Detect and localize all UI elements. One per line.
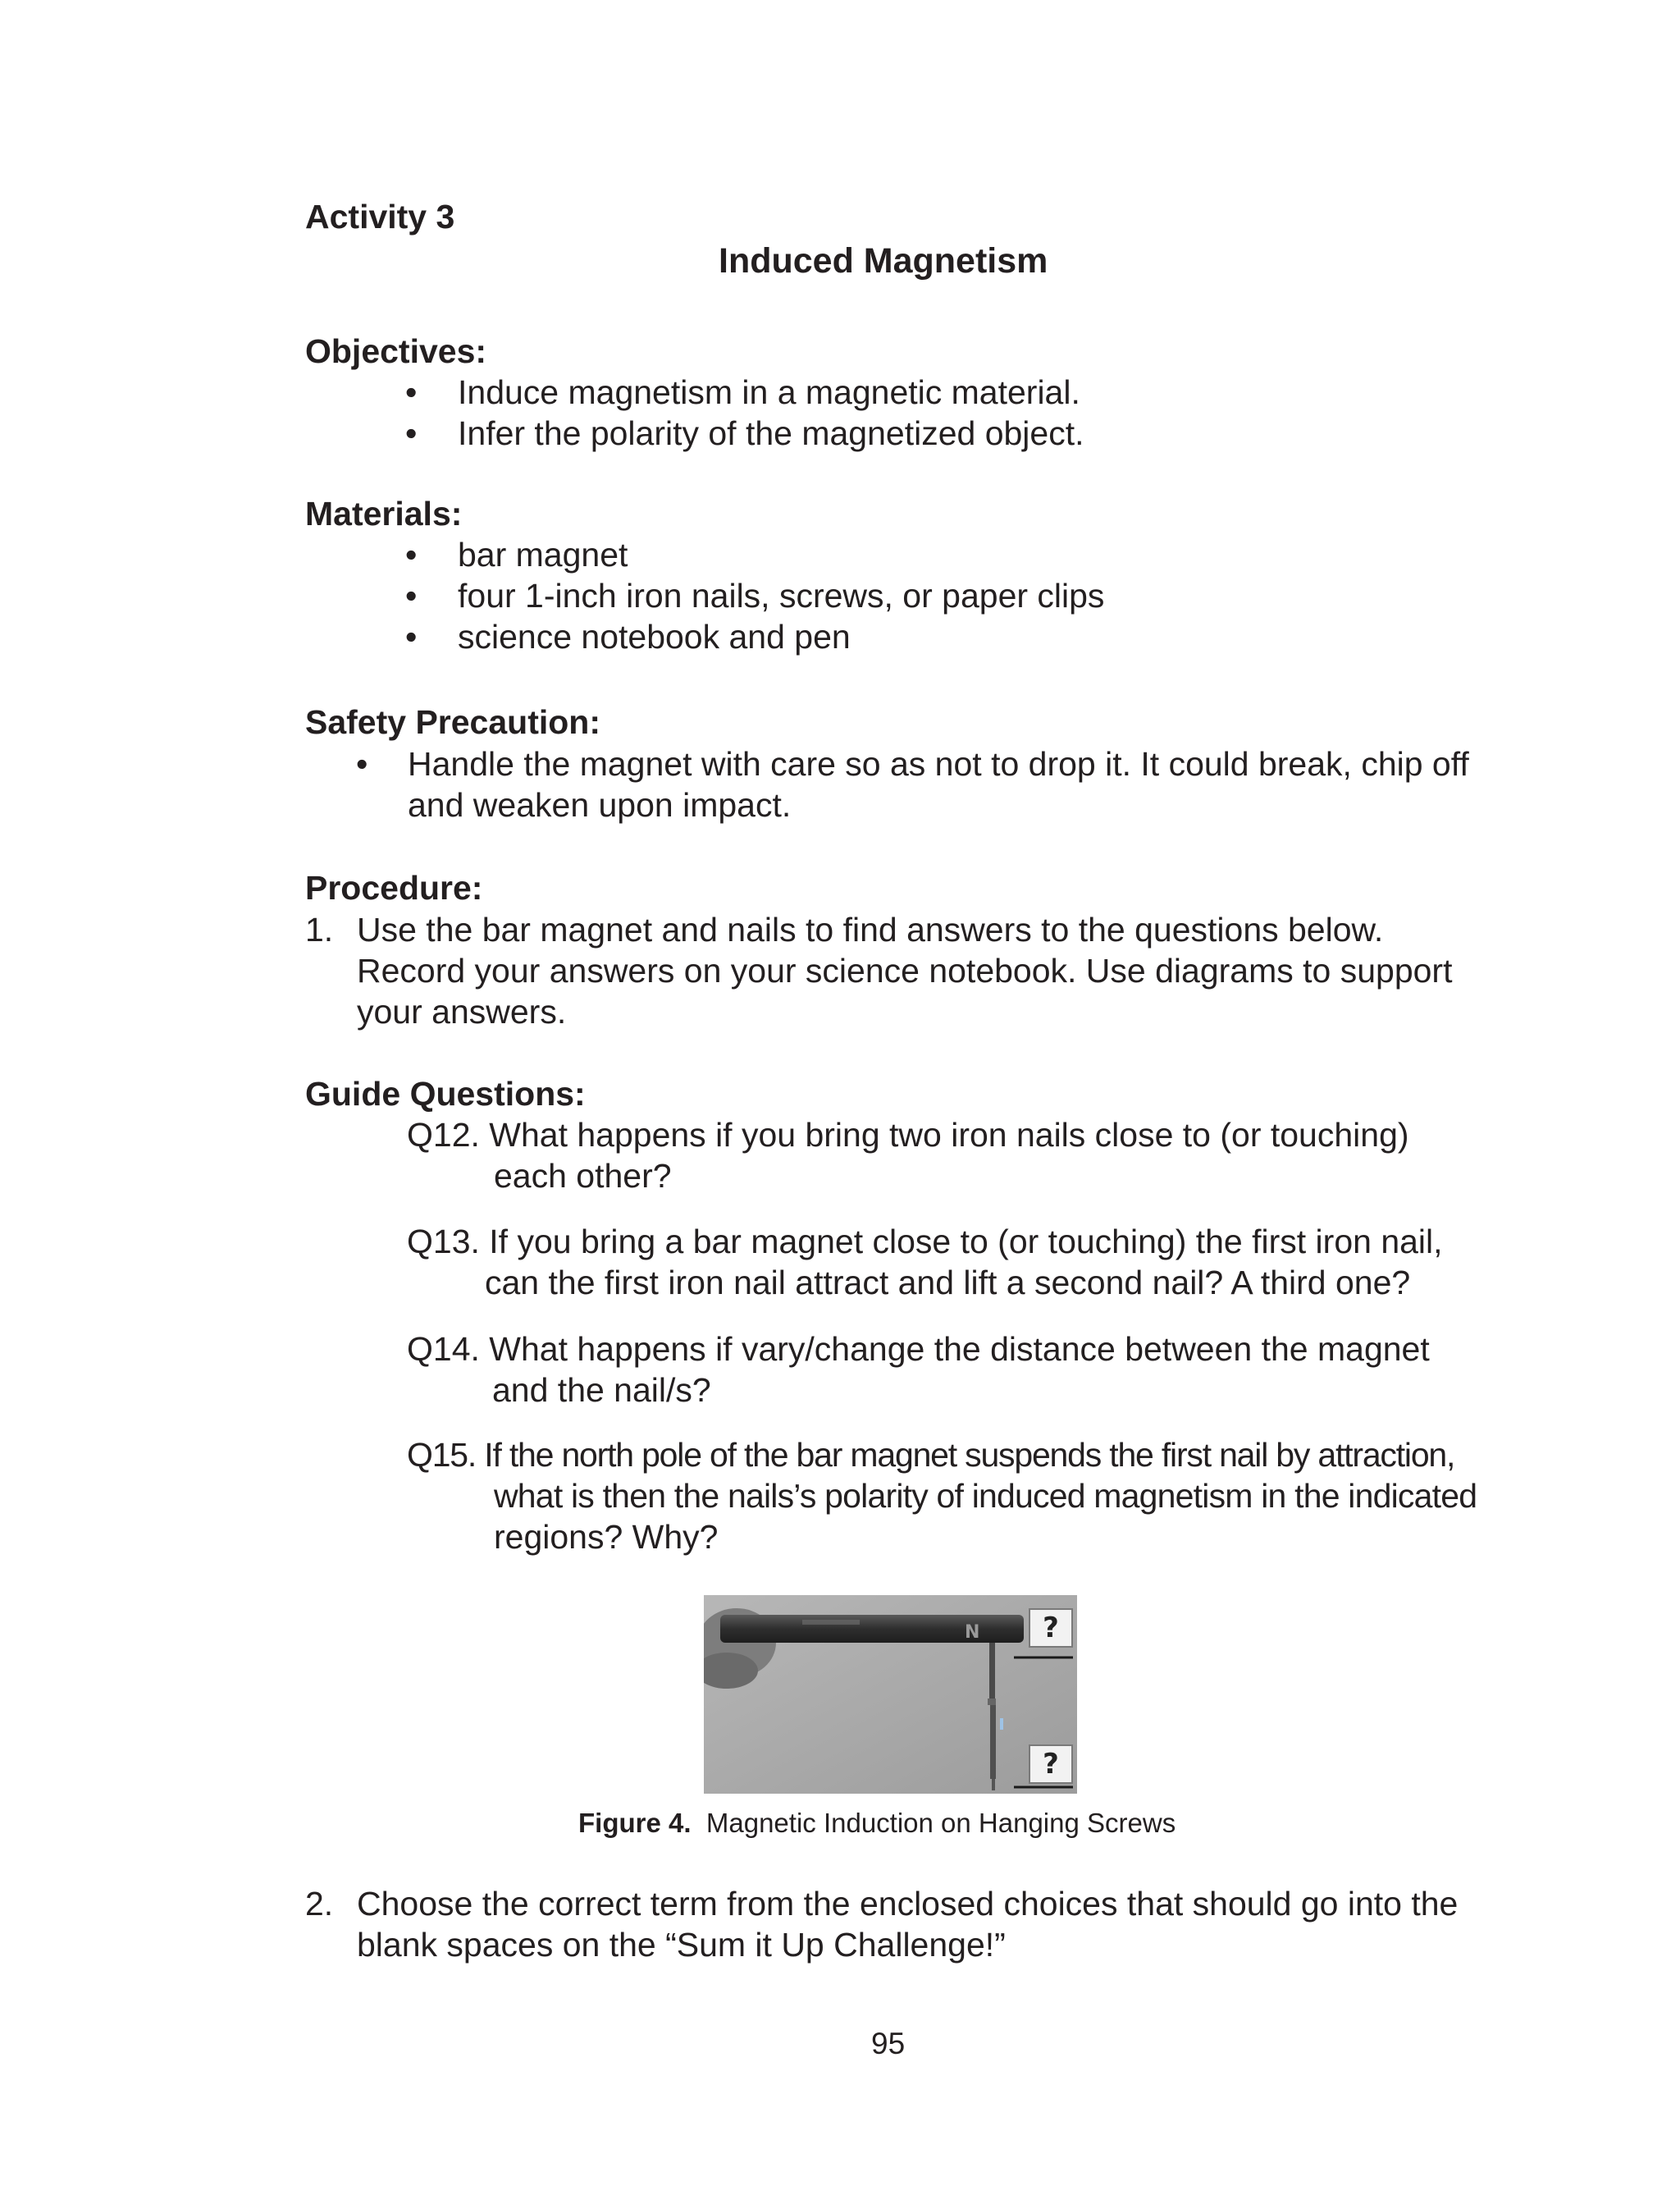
guide-questions-heading: Guide Questions: (305, 1075, 586, 1113)
hanging-screw (989, 1643, 995, 1700)
bullet-icon: • (405, 577, 418, 615)
objectives-heading: Objectives: (305, 332, 487, 370)
safety-text-line: Handle the magnet with care so as not to drop it. It could break, chip off (408, 745, 1469, 783)
page-number: 95 (871, 2027, 906, 2060)
bullet-icon: • (405, 536, 418, 574)
bullet-icon: • (405, 414, 418, 452)
bullet-icon: • (405, 373, 418, 411)
question-q13-line: can the first iron nail attract and lift a second nail? A third one? (485, 1264, 1411, 1301)
question-q15-line: Q15. If the north pole of the bar magnet suspends the first nail by attraction, (407, 1436, 1455, 1474)
hanging-screw (990, 1705, 996, 1779)
bullet-icon: • (356, 745, 368, 783)
question-q13-line: Q13. If you bring a bar magnet close to (or touching) the first iron nail, (407, 1223, 1443, 1260)
bullet-icon: • (405, 618, 418, 656)
objective-item: Induce magnetism in a magnetic material. (458, 373, 1080, 411)
procedure-step-line: blank spaces on the “Sum it Up Challenge!” (357, 1926, 1006, 1964)
materials-heading: Materials: (305, 495, 463, 533)
figure-magnetic-induction (704, 1595, 1077, 1794)
question-q12-line: Q12. What happens if you bring two iron nails close to (or touching) (407, 1116, 1409, 1154)
procedure-step-line: Choose the correct term from the enclosed choices that should go into the (357, 1885, 1459, 1923)
figure-caption (578, 1808, 1176, 1839)
activity-label: Activity 3 (305, 198, 455, 235)
material-item: four 1-inch iron nails, screws, or paper clips (458, 577, 1105, 615)
question-q15-line: regions? Why? (494, 1518, 719, 1556)
safety-heading: Safety Precaution: (305, 703, 600, 741)
procedure-step-number: 2. (305, 1885, 334, 1923)
procedure-step-number: 1. (305, 911, 334, 949)
question-mark-box-top: ? (1029, 1608, 1073, 1648)
material-item: science notebook and pen (458, 618, 851, 656)
figure-illustration (704, 1595, 1077, 1794)
objective-item: Infer the polarity of the magnetized object. (458, 414, 1084, 452)
question-q14-line: Q14. What happens if vary/change the distance between the magnet (407, 1330, 1430, 1368)
procedure-heading: Procedure: (305, 869, 483, 907)
figure-label: Figure 4. (578, 1808, 692, 1838)
north-pole-label: N (965, 1622, 980, 1643)
question-mark-box-bottom: ? (1029, 1744, 1073, 1784)
question-q14-line: and the nail/s? (492, 1371, 711, 1409)
procedure-step-line: Record your answers on your science notebook. Use diagrams to support (357, 952, 1453, 990)
figure-caption-text: Magnetic Induction on Hanging Screws (705, 1808, 1176, 1838)
page-title: Induced Magnetism (719, 241, 1048, 281)
procedure-step-line: your answers. (357, 993, 567, 1031)
question-q15-line: what is then the nails’s polarity of induced magnetism in the indicated (494, 1477, 1477, 1515)
material-item: bar magnet (458, 536, 628, 574)
question-q12-line: each other? (494, 1157, 672, 1195)
procedure-step-line: Use the bar magnet and nails to find answers to the questions below. (357, 911, 1384, 949)
safety-text-line: and weaken upon impact. (408, 786, 792, 824)
